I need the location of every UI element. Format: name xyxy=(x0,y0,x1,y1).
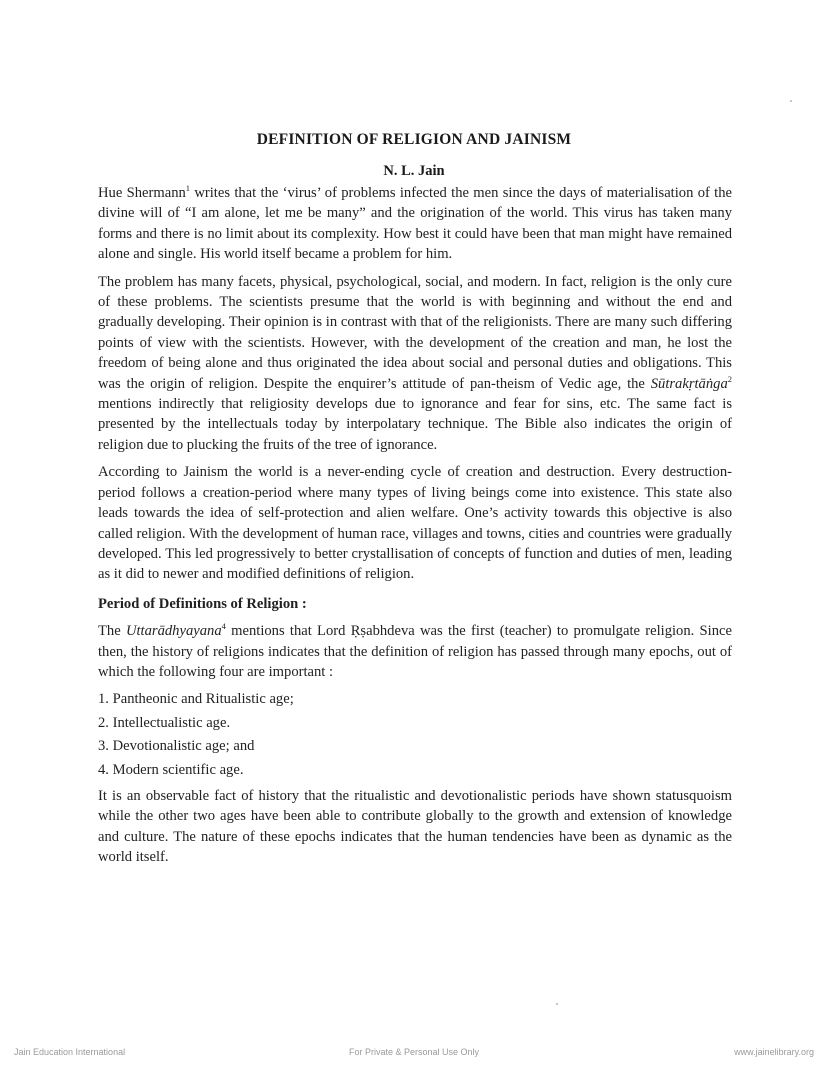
scan-speck xyxy=(556,1003,558,1005)
work-title-sutrakrtanga: Sūtrakṛtāṅga xyxy=(650,375,728,392)
work-title-uttaradhyayana: Uttarādhyayana xyxy=(125,623,222,640)
paragraph-3: According to Jainism the world is a never-ending cycle of creation and destruction. Every destruction-period follows a creation-period where many types of living beings come into existence. This state also leads towards the idea of self-protection and alien welfare. One’s activity towards this objective is also called religion. With the development of human race, villages and towns, cities and countries were gradually developed. This led progressively to better crystallisation of concepts of function and duties of men, leading as it did to newer and modified definitions of religion. xyxy=(98,464,732,583)
list-item: 2. Intellectualistic age. xyxy=(98,714,231,731)
list-item: 4. Modern scientific age. xyxy=(98,761,244,778)
paragraph-2: The problem has many facets, physical, psychological, social, and modern. In fact, religion is the only cure of these problems. The scientists presume that the world is with beginning and without the end and gradually developing. Their opinion is in contrast with that of the religionists. There are many such differing points of view with the scientists. However, with the development of the creation and man, he lost the freedom of being alone and thus originated the idea about social and personal duties and obligations. This was the origin of religion. Despite the enquirer’s attitude of pan-theism of Vedic age, the Sūtrakṛtāṅga$^2$ mentions indirectly that religiosity develops due to ignorance and fear for sins, etc. The same fact is presented by the intellectuals today by interpolatary technique. The Bible also indicates the origin of religion due to plucking the fruits of the tree of ignorance. xyxy=(98,273,732,453)
section-heading: Period of Definitions of Religion : xyxy=(98,595,307,612)
footnote-ref-1[interactable]: 1 xyxy=(185,183,191,194)
author-name: N. L. Jain xyxy=(383,163,445,179)
paragraph-5: It is an observable fact of history that the ritualistic and devotionalistic periods have shown statusquoism while the other two ages have been able to contribute globally to the growth and extension of knowledge and culture. The nature of these epochs indicates that the human tendencies have been as dynamic as the world itself. xyxy=(98,787,732,866)
list-item: 1. Pantheonic and Ritualistic age; xyxy=(98,691,294,708)
scan-speck xyxy=(790,100,792,102)
footer-website-link[interactable]: www.jainelibrary.org xyxy=(734,1047,814,1057)
paragraph-4: The Uttarādhyayana$^4$ mentions that Lord Ṛṣabhdeva was the first (teacher) to promulgate religion. Since then, the history of religions indicates that the definition of religion has passed through many epochs, out of which the following four are important : xyxy=(98,621,732,680)
article-body xyxy=(98,183,732,875)
page-title: DEFINITION OF RELIGION AND JAINISM xyxy=(256,131,572,148)
footnote-ref-2[interactable]: 2 xyxy=(727,373,732,384)
list-item: 3. Devotionalistic age; and xyxy=(98,738,255,755)
paragraph-1: Hue Shermann$^1$ writes that the ‘virus’ of problems infected the men since the days of materialisation of the divine will of “I am alone, let me be many” and the origination of the world. This virus has taken many forms and there is no limit about its complexity. How best it could have been that man might have remained alone and single. His world itself became a problem for him. xyxy=(98,183,732,263)
ages-list xyxy=(98,689,732,780)
footer-usage-note: For Private & Personal Use Only xyxy=(348,1047,480,1057)
footnote-ref-4[interactable]: 4 xyxy=(221,621,226,632)
footer-publisher: Jain Education International xyxy=(14,1047,126,1057)
